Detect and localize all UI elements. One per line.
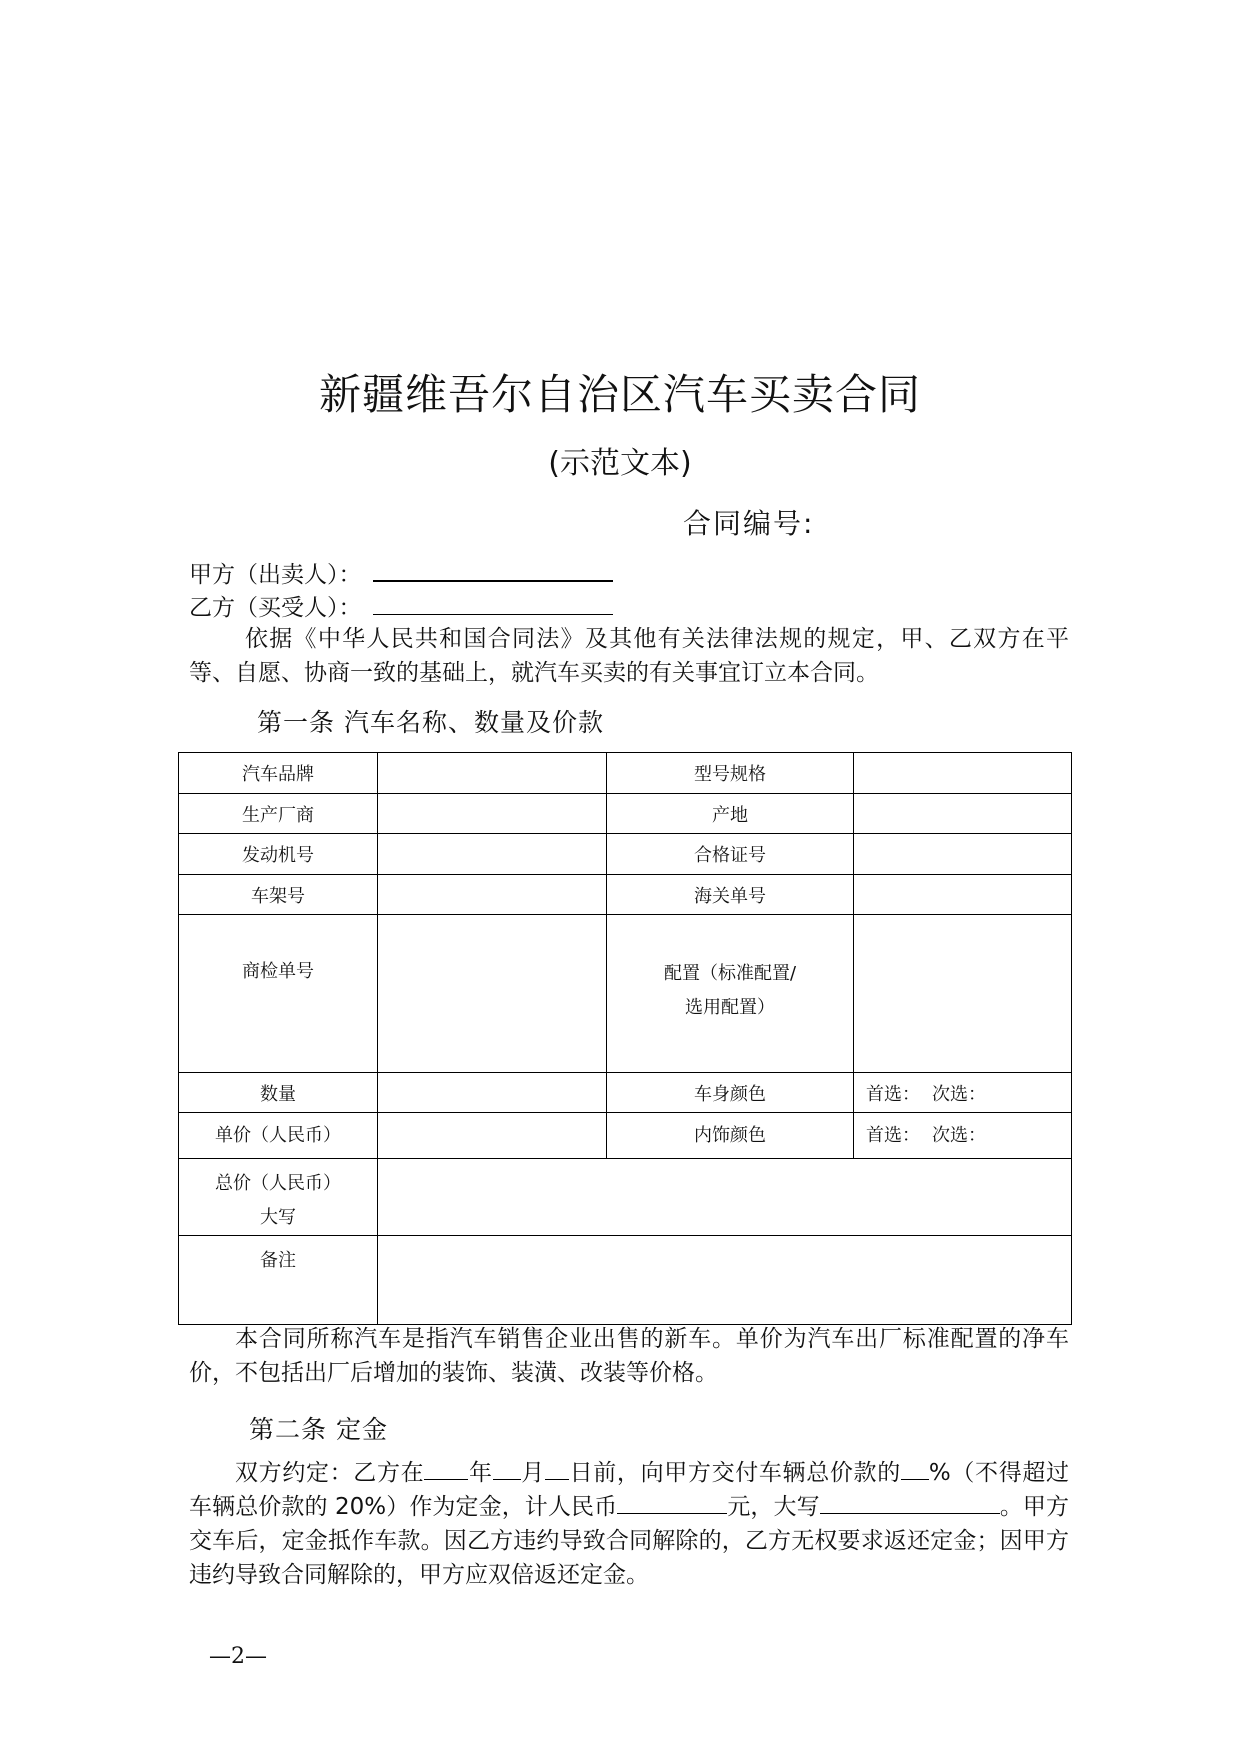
engine-number-value-cell[interactable] (378, 834, 607, 875)
amount-words-blank[interactable] (820, 1512, 1000, 1514)
deposit-text-3: 月 (520, 1460, 545, 1486)
deposit-text-1: 双方约定：乙方在 (235, 1460, 425, 1486)
configuration-value-cell[interactable] (854, 915, 1072, 1073)
table-row (179, 1236, 1072, 1325)
year-blank[interactable] (424, 1478, 468, 1480)
body-color-options-cell[interactable] (854, 1073, 1072, 1113)
brand-label: 汽车品牌 (179, 753, 378, 794)
interior-color-label: 内饰颜色 (607, 1113, 854, 1159)
quantity-label: 数量 (179, 1073, 378, 1113)
engine-number-label: 发动机号 (179, 834, 378, 875)
deposit-text-6: 元，大写 (727, 1494, 820, 1520)
contract-number-label: 合同编号: (683, 507, 815, 540)
remarks-value-cell[interactable] (378, 1236, 1072, 1325)
table-row (179, 753, 1072, 794)
table-row (179, 794, 1072, 834)
page-number: —2— (209, 1644, 267, 1669)
total-price-label (179, 1159, 378, 1236)
table-row (179, 915, 1072, 1073)
deposit-text-7: 。甲方交车后，定金抵作车款。因乙方违约导致合同解除的，乙方无权要求返还定金；因甲方违约导致合同解除的，甲方应双倍返还定金。 (189, 1494, 1070, 1588)
certificate-number-value-cell[interactable] (854, 834, 1072, 875)
total-price-label-line2: 大写 (260, 1207, 296, 1228)
table-row (179, 834, 1072, 875)
deposit-text-4: 日前，向甲方交付车辆总价款的 (568, 1460, 901, 1486)
document-subtitle: (示范文本) (548, 446, 692, 481)
interior-color-options-cell[interactable] (854, 1113, 1072, 1159)
second-choice-label: 次选： (932, 1125, 986, 1146)
deposit-text-2: 年 (468, 1460, 493, 1486)
second-choice-label: 次选： (932, 1083, 986, 1105)
model-value-cell[interactable] (854, 753, 1072, 794)
deposit-text-5: %（不得超过车辆总价款的 20%）作为定金，计人民币 (189, 1460, 1070, 1520)
article-2-title: 第二条 定金 (249, 1415, 388, 1444)
manufacturer-value-cell[interactable] (378, 794, 607, 834)
frame-number-value-cell[interactable] (378, 875, 607, 915)
origin-value-cell[interactable] (854, 794, 1072, 834)
customs-number-value-cell[interactable] (854, 875, 1072, 915)
party-a-label: 甲方（出卖人）： (189, 562, 362, 588)
unit-price-label: 单价（人民币） (179, 1113, 378, 1159)
month-blank[interactable] (493, 1478, 521, 1480)
preamble-paragraph: 依据《中华人民共和国合同法》及其他有关法律法规的规定，甲、乙双方在平等、自愿、协商一致的基础上，就汽车买卖的有关事宜订立本合同。 (189, 626, 1069, 686)
first-choice-label: 首选： (866, 1125, 920, 1146)
configuration-label-line2: 选用配置） (685, 997, 775, 1018)
article-1-note: 本合同所称汽车是指汽车销售企业出售的新车。单价为汽车出厂标准配置的净车价，不包括出厂后增加的装饰、装潢、改装等价格。 (189, 1326, 1069, 1386)
brand-value-cell[interactable] (378, 753, 607, 794)
table-row (179, 1073, 1072, 1113)
configuration-label (607, 915, 854, 1073)
percent-blank[interactable] (901, 1478, 929, 1480)
frame-number-label: 车架号 (179, 875, 378, 915)
configuration-label-line1: 配置（标准配置/ (663, 963, 797, 984)
day-blank[interactable] (545, 1478, 569, 1480)
party-b-label: 乙方（买受人）： (189, 595, 362, 621)
first-choice-label: 首选： (866, 1083, 920, 1105)
table-row (179, 1113, 1072, 1159)
vehicle-info-table (178, 752, 1072, 1325)
table-row (179, 1159, 1072, 1236)
table-row (179, 875, 1072, 915)
party-a-blank[interactable] (373, 580, 613, 582)
article-1-title: 第一条 汽车名称、数量及价款 (257, 708, 604, 737)
origin-label: 产地 (607, 794, 854, 834)
inspection-number-label: 商检单号 (179, 915, 378, 1073)
manufacturer-label: 生产厂商 (179, 794, 378, 834)
total-price-label-line1: 总价（人民币） (215, 1173, 341, 1194)
unit-price-value-cell[interactable] (378, 1113, 607, 1159)
total-price-value-cell[interactable] (378, 1159, 1072, 1236)
model-label: 型号规格 (607, 753, 854, 794)
article-2-paragraph (189, 1456, 1069, 1592)
amount-blank[interactable] (617, 1512, 727, 1514)
inspection-number-value-cell[interactable] (378, 915, 607, 1073)
body-color-label: 车身颜色 (607, 1073, 854, 1113)
document-title: 新疆维吾尔自治区汽车买卖合同 (318, 370, 921, 419)
remarks-label: 备注 (179, 1236, 378, 1325)
party-b-blank[interactable] (373, 614, 613, 615)
customs-number-label: 海关单号 (607, 875, 854, 915)
certificate-number-label: 合格证号 (607, 834, 854, 875)
quantity-value-cell[interactable] (378, 1073, 607, 1113)
